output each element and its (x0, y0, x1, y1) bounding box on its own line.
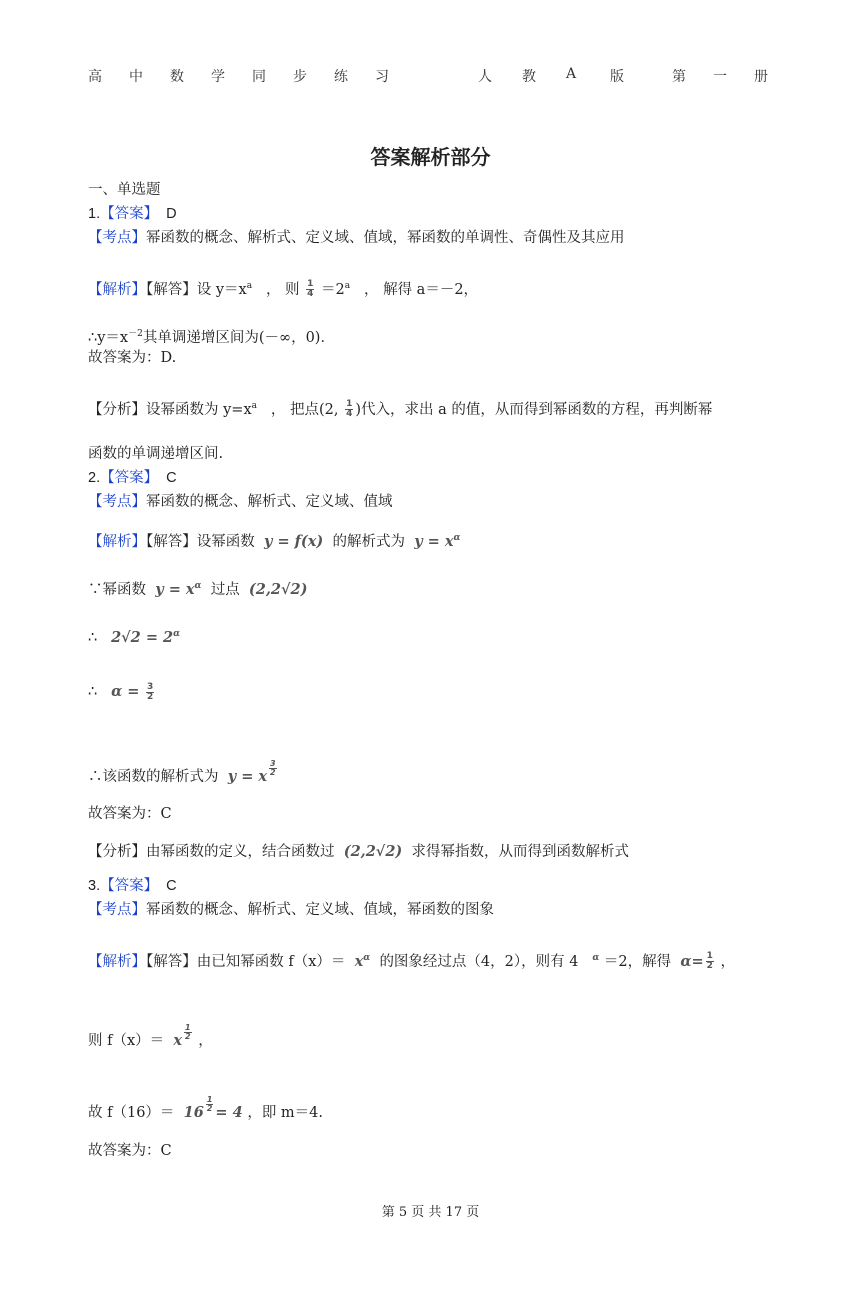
math-formula: 16 $\frac{1}{2}$ = 4 (183, 1095, 243, 1121)
q2-equation-line: ∴ $2√2 = 2^\alpha$ (88, 628, 181, 646)
math-point: (2,2√2) (343, 843, 403, 860)
fraction-one-half: $\frac{1}{2}$ (706, 951, 713, 972)
q2-kaodian-line: 【考点】幂函数的概念、解析式、定义域、值域 (88, 494, 393, 510)
jiexi-tag: 【解析】 (88, 533, 146, 550)
exponent: a (246, 281, 253, 291)
answer-tag: 【答案】 (100, 470, 159, 486)
math-formula: y = x $\frac{3}{2}$ (227, 759, 276, 785)
q1-jiexi-text: 【解答】设 y＝x (146, 281, 247, 298)
q1-jiexi-line (88, 276, 478, 300)
header-char: 一 (713, 69, 727, 85)
q2-result-line: ∴该函数的解析式为 y = x $\frac{3}{2}$ (88, 760, 279, 787)
kaodian-tag: 【考点】 (88, 230, 146, 246)
q3-function-line: 则 f（x）＝ x $\frac{1}{2}$ ， (88, 1023, 213, 1049)
header-char: 册 (754, 69, 768, 85)
math-formula: $2√2 = 2^\alpha$ (111, 628, 181, 646)
q1-jiexi-text: ＝2 (321, 281, 345, 298)
header-char: 数 (170, 69, 184, 85)
header-char: 学 (211, 69, 225, 85)
math-formula: $x^\alpha$ (354, 952, 371, 970)
header-char: 高 (88, 69, 102, 85)
q1-interval-line: $\therefore y=x^{-2}$其单调递增区间为(－∞，0)． (88, 329, 335, 346)
jiexi-tag: 【解析】 (88, 953, 146, 970)
header-char: 人 (478, 69, 492, 85)
answer-tag: 【答案】 (100, 206, 159, 222)
header-char: 习 (375, 69, 389, 85)
math-formula: $y = x^\alpha$ (155, 580, 202, 598)
header-char: 同 (252, 69, 266, 85)
q1-jiexi-text: ， 解得 a＝－2， (363, 281, 479, 298)
math-point: (2,2√2) (248, 580, 308, 598)
header-char: 第 (672, 69, 686, 85)
q1-answer: D (166, 206, 177, 222)
q2-answer-line: 2.【答案】 C (88, 470, 177, 486)
kaodian-tag: 【考点】 (88, 902, 146, 918)
q2-answer: C (166, 470, 177, 486)
header-char: A (566, 66, 577, 82)
q3-conclusion: 故答案为：C (88, 1143, 172, 1159)
q3-jiexi-line: 【解析】【解答】由已知幂函数 $f(x)= x^\alpha$ 的图象经过点（4，2），则有 4 $^\alpha$ ＝2，解得 α= $\frac{1}{2}$ ， (88, 951, 735, 972)
q2-conclusion: 故答案为：C (88, 806, 172, 822)
page-title: 答案解析部分 (370, 145, 491, 169)
q2-alpha-line: ∴ α = $\frac{3}{2}$ (88, 681, 154, 702)
math-formula: $y = x^\alpha$ (414, 532, 461, 550)
header-char: 教 (522, 69, 536, 85)
fraction-three-halves: $\frac{3}{2}$ (147, 681, 154, 702)
header-char: 练 (334, 69, 348, 85)
q1-fenxi-cont: 函数的单调递增区间. (88, 446, 224, 462)
exponent: a (344, 281, 351, 291)
page-header (0, 66, 861, 86)
math-formula: x $\frac{1}{2}$ (173, 1023, 191, 1049)
q1-jiexi-text: ， 则 (265, 281, 300, 298)
jiexi-tag: 【解析】 (88, 281, 146, 298)
q1-answer-line (88, 204, 177, 224)
header-char: 中 (129, 69, 143, 85)
q3-answer: C (166, 878, 177, 894)
q2-jiexi-line: 【解析】【解答】设幂函数 y = f(x) 的解析式为 $y = x^\alpha$ (88, 532, 461, 550)
fraction-one-quarter: $\frac{1}{4}$ (346, 399, 353, 420)
q3-value-line: 故 f（16）＝ 16 $\frac{1}{2}$ = 4 ，即 m＝4. (88, 1095, 324, 1121)
math-formula: α= (680, 952, 704, 970)
fraction-one-quarter: $\frac{1}{4}$ (307, 279, 314, 300)
q3-kaodian-line: 【考点】幂函数的概念、解析式、定义域、值域，幂函数的图象 (88, 902, 494, 918)
header-char: 版 (610, 69, 624, 85)
section-heading: 一、单选题 (88, 182, 161, 198)
q1-conclusion: 故答案为：D. (88, 350, 177, 366)
q1-kaodian: 幂函数的概念、解析式、定义域、值域，幂函数的单调性、奇偶性及其应用 (146, 230, 625, 246)
q2-point-line: ∵幂函数 $y = x^\alpha$ 过点 (2,2√2) (88, 580, 308, 598)
header-char: 步 (293, 69, 307, 85)
page-footer: 第 5 页 共 17 页 (381, 1205, 480, 1220)
answer-tag: 【答案】 (100, 878, 159, 894)
math-formula: α = (111, 683, 140, 700)
q3-answer-line: 3.【答案】 C (88, 878, 177, 894)
q1-kaodian-line (88, 228, 625, 248)
q1-number: 1. (88, 206, 101, 222)
q2-fenxi-line: 【分析】由幂函数的定义，结合函数过 (2,2√2) 求得幂指数，从而得到函数解析式 (88, 843, 630, 860)
q1-fenxi-line: 【分析】设幂函数为 $y=x^a$ ， 把点(2, $\frac{1}{4}$ )代入，求出 a 的值，从而得到幂函数的方程，再判断幂 (88, 399, 713, 420)
math-formula: y = f(x) (263, 532, 324, 550)
kaodian-tag: 【考点】 (88, 494, 146, 510)
